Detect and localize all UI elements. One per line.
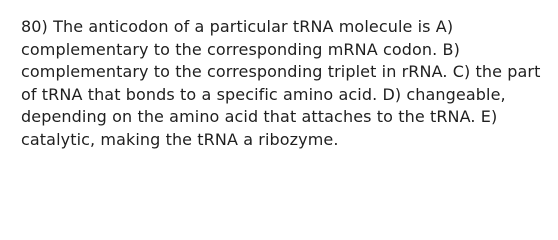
question-text: 80) The anticodon of a particular tRNA molecule is A) complementary to the corresponding mRNA codon. B) complementary to the corresponding triplet in rRNA. C) the part of tRNA that bonds to a specific amino acid. D) changeable, depending on the amino acid that attaches to the tRNA. E) catalytic, making the tRNA a ribozyme.: [21, 17, 541, 149]
